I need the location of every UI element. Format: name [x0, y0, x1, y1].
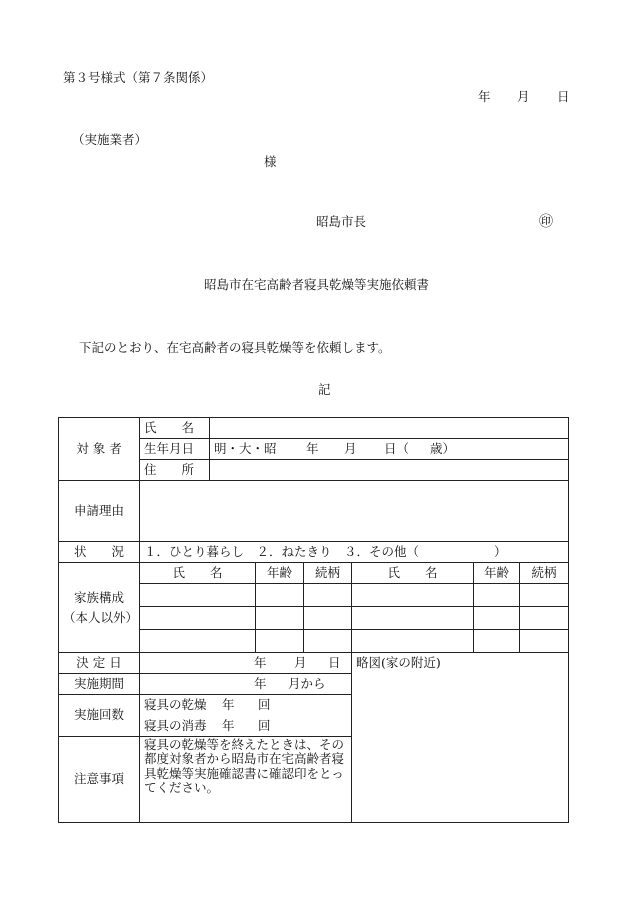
- family-header-age-2: 年齢: [474, 563, 520, 584]
- birth-age-label: 歳）: [430, 440, 456, 456]
- decision-date-label: 決 定 日: [59, 653, 140, 674]
- family-relation-cell[interactable]: [520, 630, 569, 653]
- birth-day-label: 日（: [384, 440, 410, 456]
- decision-day-label: 日: [328, 654, 341, 670]
- notice-label: 注意事項: [59, 737, 140, 823]
- table-row: [59, 653, 569, 674]
- ki-heading: 記: [318, 382, 331, 397]
- subject-label: 対 象 者: [59, 418, 140, 481]
- birth-field[interactable]: [210, 439, 569, 460]
- addressee-label: （実施業者）: [72, 132, 148, 147]
- status-label: 状 況: [59, 542, 140, 563]
- table-row: [59, 418, 569, 439]
- family-header-name-1: 氏 名: [140, 563, 256, 584]
- family-relation-cell[interactable]: [520, 607, 569, 630]
- address-label: 住 所: [140, 460, 210, 481]
- family-age-cell[interactable]: [256, 630, 304, 653]
- family-name-cell[interactable]: [140, 584, 256, 607]
- family-label-line2: （本人以外）: [63, 609, 139, 625]
- count-label: 実施回数: [59, 695, 140, 737]
- date-month-label: 月: [517, 89, 530, 104]
- family-relation-cell[interactable]: [520, 584, 569, 607]
- period-month-label: 月から: [288, 675, 326, 691]
- family-age-cell[interactable]: [474, 607, 520, 630]
- family-name-cell[interactable]: [352, 630, 474, 653]
- family-relation-cell[interactable]: [304, 584, 352, 607]
- family-header-relation-1: 続柄: [304, 563, 352, 584]
- decision-month-label: 月: [294, 654, 307, 670]
- family-name-cell[interactable]: [352, 607, 474, 630]
- count-disinfect-times: 回: [258, 717, 271, 733]
- family-label: [59, 563, 140, 653]
- table-row: [59, 542, 569, 563]
- form-number: 第３号様式（第７条関係）: [63, 70, 214, 85]
- address-field[interactable]: [210, 460, 569, 481]
- count-disinfect-year: 年: [222, 717, 235, 733]
- count-disinfect-field[interactable]: [140, 716, 352, 737]
- count-dry-field[interactable]: [140, 695, 352, 716]
- family-header-age-1: 年齢: [256, 563, 304, 584]
- family-age-cell[interactable]: [256, 607, 304, 630]
- sender-title: 昭島市長: [316, 214, 367, 229]
- addressee-honorific: 様: [264, 154, 277, 169]
- table-row: [59, 481, 569, 542]
- count-dry-item: 寝具の乾燥: [144, 697, 207, 713]
- reason-label: 申請理由: [59, 481, 140, 542]
- map-area[interactable]: [352, 653, 569, 823]
- birth-month-label: 月: [344, 440, 357, 456]
- family-relation-cell[interactable]: [304, 607, 352, 630]
- birth-era: 明・大・昭: [214, 440, 277, 456]
- intro-text: 下記のとおり、在宅高齢者の寝具乾燥等を依頼します。: [79, 340, 391, 355]
- decision-year-label: 年: [254, 654, 267, 670]
- seal-mark: ㊞: [539, 214, 553, 230]
- name-field[interactable]: [210, 418, 569, 439]
- date-year-label: 年: [478, 89, 491, 104]
- date-day-label: 日: [557, 89, 570, 104]
- family-label-line1: 家族構成: [73, 589, 124, 605]
- birth-year-label: 年: [306, 440, 319, 456]
- decision-date-field[interactable]: [140, 653, 352, 674]
- name-label: 氏 名: [140, 418, 210, 439]
- family-name-cell[interactable]: [352, 584, 474, 607]
- document-title: 昭島市在宅高齢者寝具乾燥等実施依頼書: [204, 277, 430, 292]
- family-header-relation-2: 続柄: [520, 563, 569, 584]
- family-age-cell[interactable]: [474, 584, 520, 607]
- period-label: 実施期間: [59, 674, 140, 695]
- map-label: 略図(家の附近): [356, 655, 441, 670]
- family-age-cell[interactable]: [474, 630, 520, 653]
- family-name-cell[interactable]: [140, 607, 256, 630]
- period-field[interactable]: [140, 674, 352, 695]
- notice-text: 寝具の乾燥等を終えたときは、その都度対象者から昭島市在宅高齢者寝具乾燥等実施確認書に確認印をとってください。: [140, 737, 352, 823]
- family-name-cell[interactable]: [140, 630, 256, 653]
- family-header-name-2: 氏 名: [352, 563, 474, 584]
- family-relation-cell[interactable]: [304, 630, 352, 653]
- count-disinfect-item: 寝具の消毒: [144, 717, 207, 733]
- birth-label: 生年月日: [140, 439, 210, 460]
- period-year-label: 年: [254, 675, 267, 691]
- count-dry-times: 回: [258, 697, 271, 713]
- status-options[interactable]: １．ひとり暮らし ２．ねたきり ３．その他（ ）: [140, 542, 569, 563]
- family-age-cell[interactable]: [256, 584, 304, 607]
- count-dry-year: 年: [222, 697, 235, 713]
- reason-field[interactable]: [140, 481, 569, 542]
- table-row: [59, 563, 569, 584]
- request-form-table: [58, 417, 569, 823]
